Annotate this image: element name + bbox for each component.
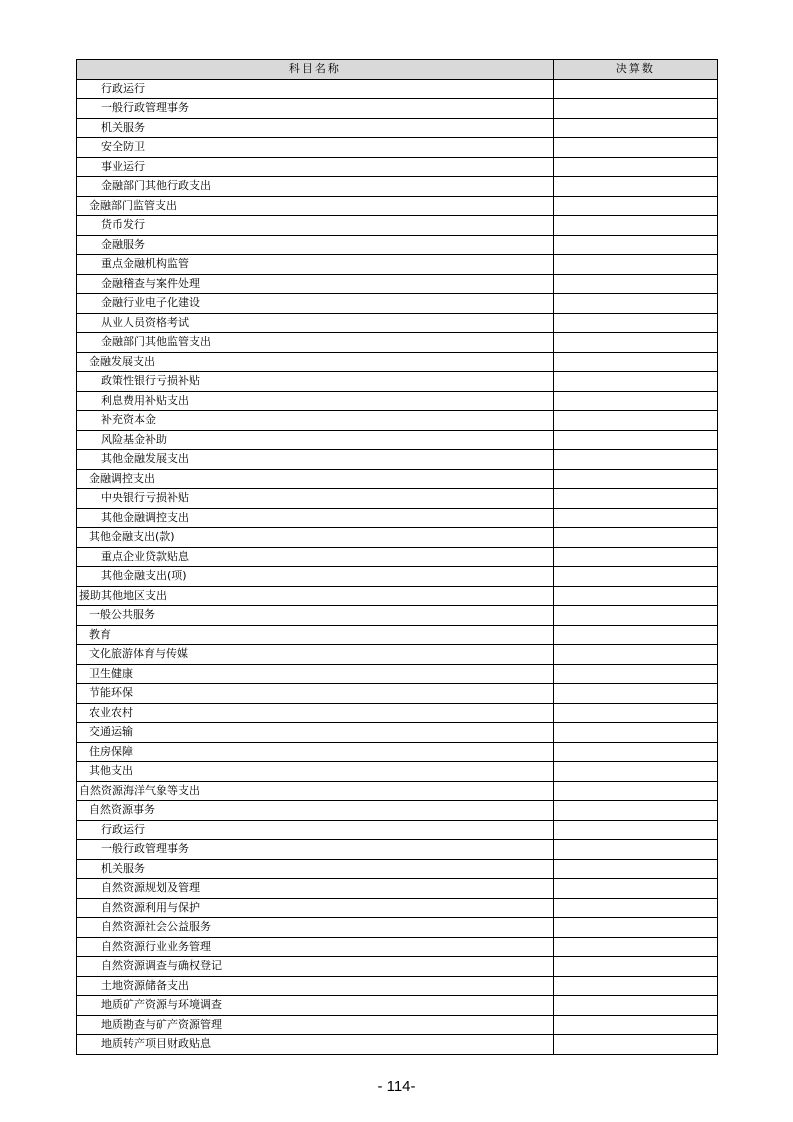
subject-name-cell: 中央银行亏损补贴 [77,489,554,509]
final-amount-header: 决算数 [553,60,717,80]
subject-name-cell: 行政运行 [77,79,554,99]
subject-name-cell: 利息费用补贴支出 [77,391,554,411]
table-row [77,957,718,977]
table-row [77,255,718,275]
table-row [77,703,718,723]
subject-name-cell: 金融部门其他行政支出 [77,177,554,197]
subject-name-cell: 交通运输 [77,723,554,743]
final-amount-cell [553,1015,717,1035]
table-row [77,859,718,879]
subject-name-cell: 自然资源海洋气象等支出 [77,781,554,801]
subject-name-cell: 其他金融调控支出 [77,508,554,528]
subject-name-cell: 货币发行 [77,216,554,236]
subject-name-cell: 其他支出 [77,762,554,782]
table-row [77,801,718,821]
subject-name-cell: 援助其他地区支出 [77,586,554,606]
final-amount-cell [553,879,717,899]
subject-name-cell: 金融稽查与案件处理 [77,274,554,294]
table-row [77,918,718,938]
final-amount-cell [553,235,717,255]
final-amount-cell [553,937,717,957]
table-row [77,1035,718,1055]
final-amount-cell [553,1035,717,1055]
final-amount-cell [553,196,717,216]
table-row [77,547,718,567]
table-row [77,313,718,333]
table-row [77,606,718,626]
table-row [77,684,718,704]
subject-name-cell: 其他金融支出(项) [77,567,554,587]
final-amount-cell [553,430,717,450]
final-amount-cell [553,391,717,411]
table-row [77,664,718,684]
final-amount-cell [553,957,717,977]
table-row [77,469,718,489]
subject-name-cell: 金融行业电子化建设 [77,294,554,314]
subject-name-cell: 住房保障 [77,742,554,762]
subject-name-cell: 重点金融机构监管 [77,255,554,275]
final-amount-cell [553,996,717,1016]
final-amount-cell [553,586,717,606]
table-row [77,820,718,840]
table-row [77,781,718,801]
subject-name-cell: 自然资源事务 [77,801,554,821]
table-row [77,294,718,314]
table-row [77,996,718,1016]
table-row [77,898,718,918]
final-amount-cell [553,469,717,489]
final-amount-cell [553,898,717,918]
table-row [77,333,718,353]
final-amount-cell [553,508,717,528]
subject-name-cell: 其他金融支出(款) [77,528,554,548]
table-row [77,742,718,762]
page-number: - 114- [377,1078,416,1095]
table-row [77,528,718,548]
subject-name-cell: 自然资源行业业务管理 [77,937,554,957]
subject-name-cell: 重点企业贷款贴息 [77,547,554,567]
table-row [77,625,718,645]
subject-name-cell: 自然资源规划及管理 [77,879,554,899]
table-row [77,118,718,138]
subject-name-cell: 补充资本金 [77,411,554,431]
final-amount-cell [553,118,717,138]
subject-name-header: 科目名称 [77,60,554,80]
table-row [77,645,718,665]
table-row [77,430,718,450]
table-row [77,879,718,899]
final-amount-cell [553,352,717,372]
subject-name-cell: 一般行政管理事务 [77,99,554,119]
subject-name-cell: 自然资源利用与保护 [77,898,554,918]
subject-name-cell: 地质矿产资源与环境调查 [77,996,554,1016]
subject-name-cell: 自然资源社会公益服务 [77,918,554,938]
final-amount-cell [553,294,717,314]
subject-name-cell: 行政运行 [77,820,554,840]
final-amount-cell [553,820,717,840]
table-row [77,99,718,119]
final-amount-cell [553,567,717,587]
subject-name-cell: 金融部门监管支出 [77,196,554,216]
table-row [77,567,718,587]
table-row [77,352,718,372]
final-amount-cell [553,528,717,548]
expenditure-table [76,59,718,1055]
subject-name-cell: 文化旅游体育与传媒 [77,645,554,665]
table-row [77,723,718,743]
final-amount-cell [553,625,717,645]
table-row [77,216,718,236]
table-row [77,177,718,197]
final-amount-cell [553,99,717,119]
table-row [77,157,718,177]
final-amount-cell [553,157,717,177]
final-amount-cell [553,79,717,99]
table-row [77,762,718,782]
subject-name-cell: 一般行政管理事务 [77,840,554,860]
table-row [77,489,718,509]
table-row [77,976,718,996]
final-amount-cell [553,742,717,762]
table-row [77,450,718,470]
table-row [77,586,718,606]
subject-name-cell: 卫生健康 [77,664,554,684]
table-row [77,372,718,392]
subject-name-cell: 地质转产项目财政贴息 [77,1035,554,1055]
subject-name-cell: 金融部门其他监管支出 [77,333,554,353]
table-row [77,79,718,99]
final-amount-cell [553,762,717,782]
final-amount-cell [553,489,717,509]
final-amount-cell [553,723,717,743]
final-amount-cell [553,684,717,704]
subject-name-cell: 自然资源调查与确权登记 [77,957,554,977]
subject-name-cell: 其他金融发展支出 [77,450,554,470]
final-amount-cell [553,801,717,821]
final-amount-cell [553,664,717,684]
subject-name-cell: 机关服务 [77,859,554,879]
subject-name-cell: 一般公共服务 [77,606,554,626]
subject-name-cell: 从业人员资格考试 [77,313,554,333]
table-row [77,411,718,431]
table-row [77,840,718,860]
final-amount-cell [553,918,717,938]
final-amount-cell [553,138,717,158]
final-amount-cell [553,450,717,470]
final-amount-cell [553,859,717,879]
subject-name-cell: 金融发展支出 [77,352,554,372]
subject-name-cell: 风险基金补助 [77,430,554,450]
subject-name-cell: 机关服务 [77,118,554,138]
final-amount-cell [553,177,717,197]
subject-name-cell: 政策性银行亏损补贴 [77,372,554,392]
final-amount-cell [553,333,717,353]
table-row [77,235,718,255]
table-row [77,508,718,528]
table-row [77,274,718,294]
final-amount-cell [553,411,717,431]
final-amount-cell [553,781,717,801]
table-row [77,937,718,957]
final-amount-cell [553,216,717,236]
subject-name-cell: 事业运行 [77,157,554,177]
subject-name-cell: 安全防卫 [77,138,554,158]
subject-name-cell: 地质勘查与矿产资源管理 [77,1015,554,1035]
subject-name-cell: 节能环保 [77,684,554,704]
final-amount-cell [553,703,717,723]
final-amount-cell [553,840,717,860]
final-amount-cell [553,313,717,333]
subject-name-cell: 农业农村 [77,703,554,723]
subject-name-cell: 教育 [77,625,554,645]
table-row [77,196,718,216]
table-row [77,1015,718,1035]
table-row [77,391,718,411]
final-amount-cell [553,255,717,275]
table-row [77,138,718,158]
table-body [77,79,718,1054]
final-amount-cell [553,976,717,996]
final-amount-cell [553,645,717,665]
final-amount-cell [553,274,717,294]
subject-name-cell: 金融调控支出 [77,469,554,489]
final-amount-cell [553,606,717,626]
subject-name-cell: 金融服务 [77,235,554,255]
final-amount-cell [553,372,717,392]
subject-name-cell: 土地资源储备支出 [77,976,554,996]
table-header-row [77,60,718,80]
final-amount-cell [553,547,717,567]
